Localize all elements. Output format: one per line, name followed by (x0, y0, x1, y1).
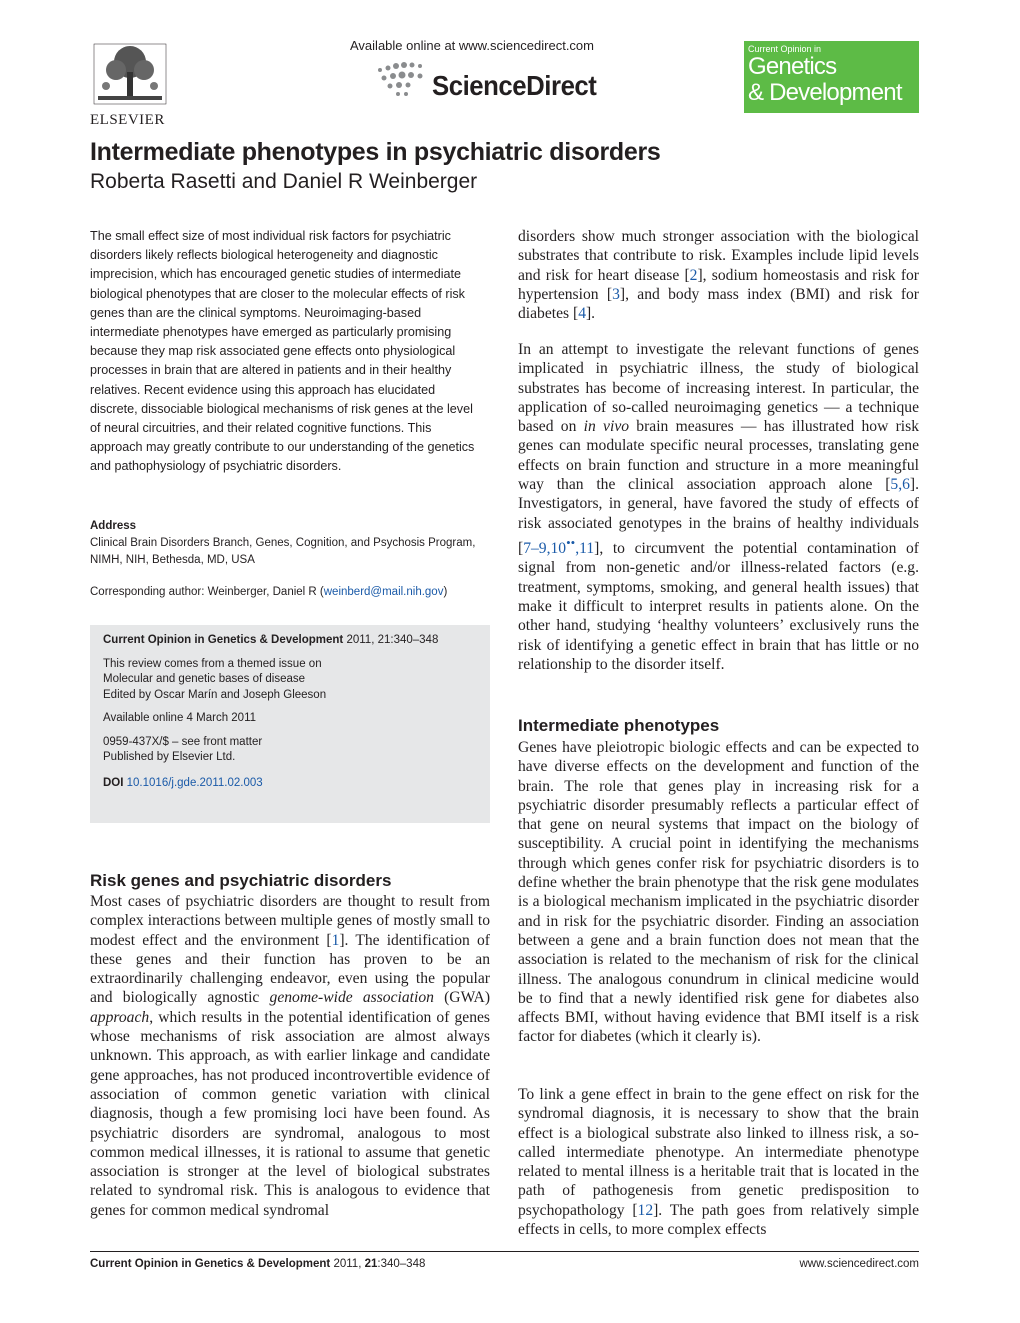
sciencedirect-wordmark: ScienceDirect (432, 70, 597, 101)
infobox-available: Available online 4 March 2011 (103, 712, 257, 724)
body-right-para1: disorders show much stronger association with the biological substrates that contribute to risk. Examples include lipid levels and risk for heart disease [2], sodium homeostasis and risk for hypertension [3], and body mass index (BMI) and risk for diabetes [4]. (518, 228, 919, 323)
journal-box-small: Current Opinion in (748, 44, 822, 54)
infobox-issn: 0959-437X/$ – see front matter (103, 735, 263, 748)
article-info-box (90, 625, 490, 823)
footer-citation (90, 1258, 425, 1270)
infobox-theme-line3: Edited by Oscar Marín and Joseph Gleeson (103, 688, 327, 701)
footer-pages: :340–348 (377, 1258, 426, 1270)
journal-box-line1: Genetics (748, 53, 837, 80)
infobox-doi-link[interactable]: 10.1016/j.gde.2011.02.003 (126, 776, 263, 789)
article-title: Intermediate phenotypes in psychiatric disorders (90, 138, 661, 166)
abstract: The small effect size of most individual risk factors for psychiatric disorders likely reflects biological heterogeneity and diagnostic imprecision, which has encouraged genetic studies of intermediate biological phenotypes that are closer to the molecular effects of risk genes than are the clinical symptoms. Neuroimaging-based intermediate phenotypes have emerged as particularly promising because they map risk associated gene effects onto physiological processes in brain that are altered in patients and in their healthy relatives. Recent evidence using this approach has elucidated discrete, dissociable biological mechanisms of risk genes at the level of neural circuitries, and their related cognitive functions. This approach may greatly contribute to our understanding of the genetics and pathophysiology of psychiatric disorders. (90, 229, 475, 474)
body-risk-genes: Most cases of psychiatric disorders are thought to result from complex interactions between multiple genes of mostly small to modest effect and the environment [1]. The identification of these genes and their function has proven to be an extraordinarily challenging endeavor, even using the popular and biologically agnostic genome-wide association (GWA) approach, which results in the potential identification of genes whose mechanisms of risk association are almost always unknown. This approach, as with earlier linkage and candidate gene approaches, has not produced incontrovertible evidence of association of common genetic variation with clinical diagnosis, though a few promising loci have been found. As psychiatric disorders are syndromal, analogous to most common medical illnesses, it is rational to assume that genetic association is stronger at the level of biological substrates related to syndromal risk. This is analogous to evidence that genes for common medical syndromal (90, 893, 491, 1219)
corresponding-author (90, 584, 485, 600)
footer-year: 2011, (330, 1258, 365, 1270)
body-intermediate-para2: To link a gene effect in brain to the gene effect on risk for the syndromal diagnosis, it is necessary to show that the brain effect is a biological substrate also linked to illness risk, a so-called intermediate phenotype. An intermediate phenotype related to mental illness is a heritable trait that is located in the path of pathogenesis from genetic predisposition to psychopathology [12]. The path goes from relatively simple effects in cells, to more complex effects (518, 1086, 919, 1239)
corresponding-email-link[interactable]: weinberd@mail.nih.gov (323, 586, 444, 598)
footer-divider (90, 1251, 919, 1252)
infobox-theme-line1: This review comes from a themed issue on (103, 657, 322, 670)
footer-journal: Current Opinion in Genetics & Development (90, 1258, 331, 1270)
body-intermediate-para1: Genes have pleiotropic biologic effects and can be expected to have diverse effects on the development and function of the brain. The role that genes play in increasing risk for a psychiatric disorder presumably reflects a particular effect of that gene on neural systems that impact on the biology of susceptibility. A crucial point in identifying the mechanisms through which genes confer risk for psychiatric disorders is to define whether the brain phenotype that the risk gene modulates is a biological mechanism implicated in the psychiatric disorder and in risk for the psychiatric disorder. Finding an association between a gene and a brain function does not mean that the association is related to the mechanism of risk for the clinical illness. The analogous conundrum in clinical medicine would be to find that a newly identified risk gene for diabetes also affects BMI, without having evidence that BMI itself is a risk factor for diabetes (which it clearly is). (518, 739, 919, 1046)
infobox-citation: 2011, 21:340–348 (343, 634, 439, 646)
infobox-publisher: Published by Elsevier Ltd. (103, 751, 236, 763)
publisher-wordmark: ELSEVIER (90, 112, 165, 128)
available-online-text: Available online at www.sciencedirect.com (350, 38, 594, 53)
journal-brand-box (744, 41, 919, 113)
address-text: Clinical Brain Disorders Branch, Genes, Cognition, and Psychosis Program, NIMH, NIH, Bethesda, MD, USA (90, 537, 476, 566)
infobox-theme-line2: Molecular and genetic bases of disease (103, 673, 306, 685)
infobox-doi-label: DOI (103, 776, 127, 789)
corresponding-prefix: Corresponding author: Weinberger, Daniel R ( (90, 586, 324, 598)
footer-url-link[interactable]: www.sciencedirect.com (799, 1258, 919, 1270)
address-heading: Address (90, 520, 137, 532)
journal-box-line2: & Development (748, 79, 902, 106)
body-right-para2: In an attempt to investigate the relevant functions of genes implicated in psychiatric illness, the study of biological substrates has become of increasing interest. In particular, the application of so-called neuroimaging genetics — a technique based on in vivo brain measures — has illustrated how risk genes can modulate specific neural processes, translating gene effects on brain function and structure in a more meaningful way than the clinical association approach alone [5,6]. Investigators, in general, have favored the study of effects of risk associated genotypes in the brains of healthy individuals [7–9,10••,11], to circumvent the potential contamination of signal from non-genetic and/or illness-related factors (e.g. treatment, symptoms, smoking, and general health issues) that make it difficult to interpret results in patients alone. On the other hand, studying ‘healthy volunteers’ exclusively runs the risk of identifying a genetic effect in brain that has little or no relationship to the disorder itself. (518, 341, 919, 673)
article-authors: Roberta Rasetti and Daniel R Weinberger (90, 170, 478, 193)
heading-risk-genes: Risk genes and psychiatric disorders (90, 871, 392, 890)
heading-intermediate-phenotypes: Intermediate phenotypes (518, 716, 720, 735)
infobox-journal: Current Opinion in Genetics & Development (103, 634, 344, 646)
corresponding-suffix: ) (443, 586, 448, 598)
footer-volume: 21 (364, 1258, 378, 1270)
